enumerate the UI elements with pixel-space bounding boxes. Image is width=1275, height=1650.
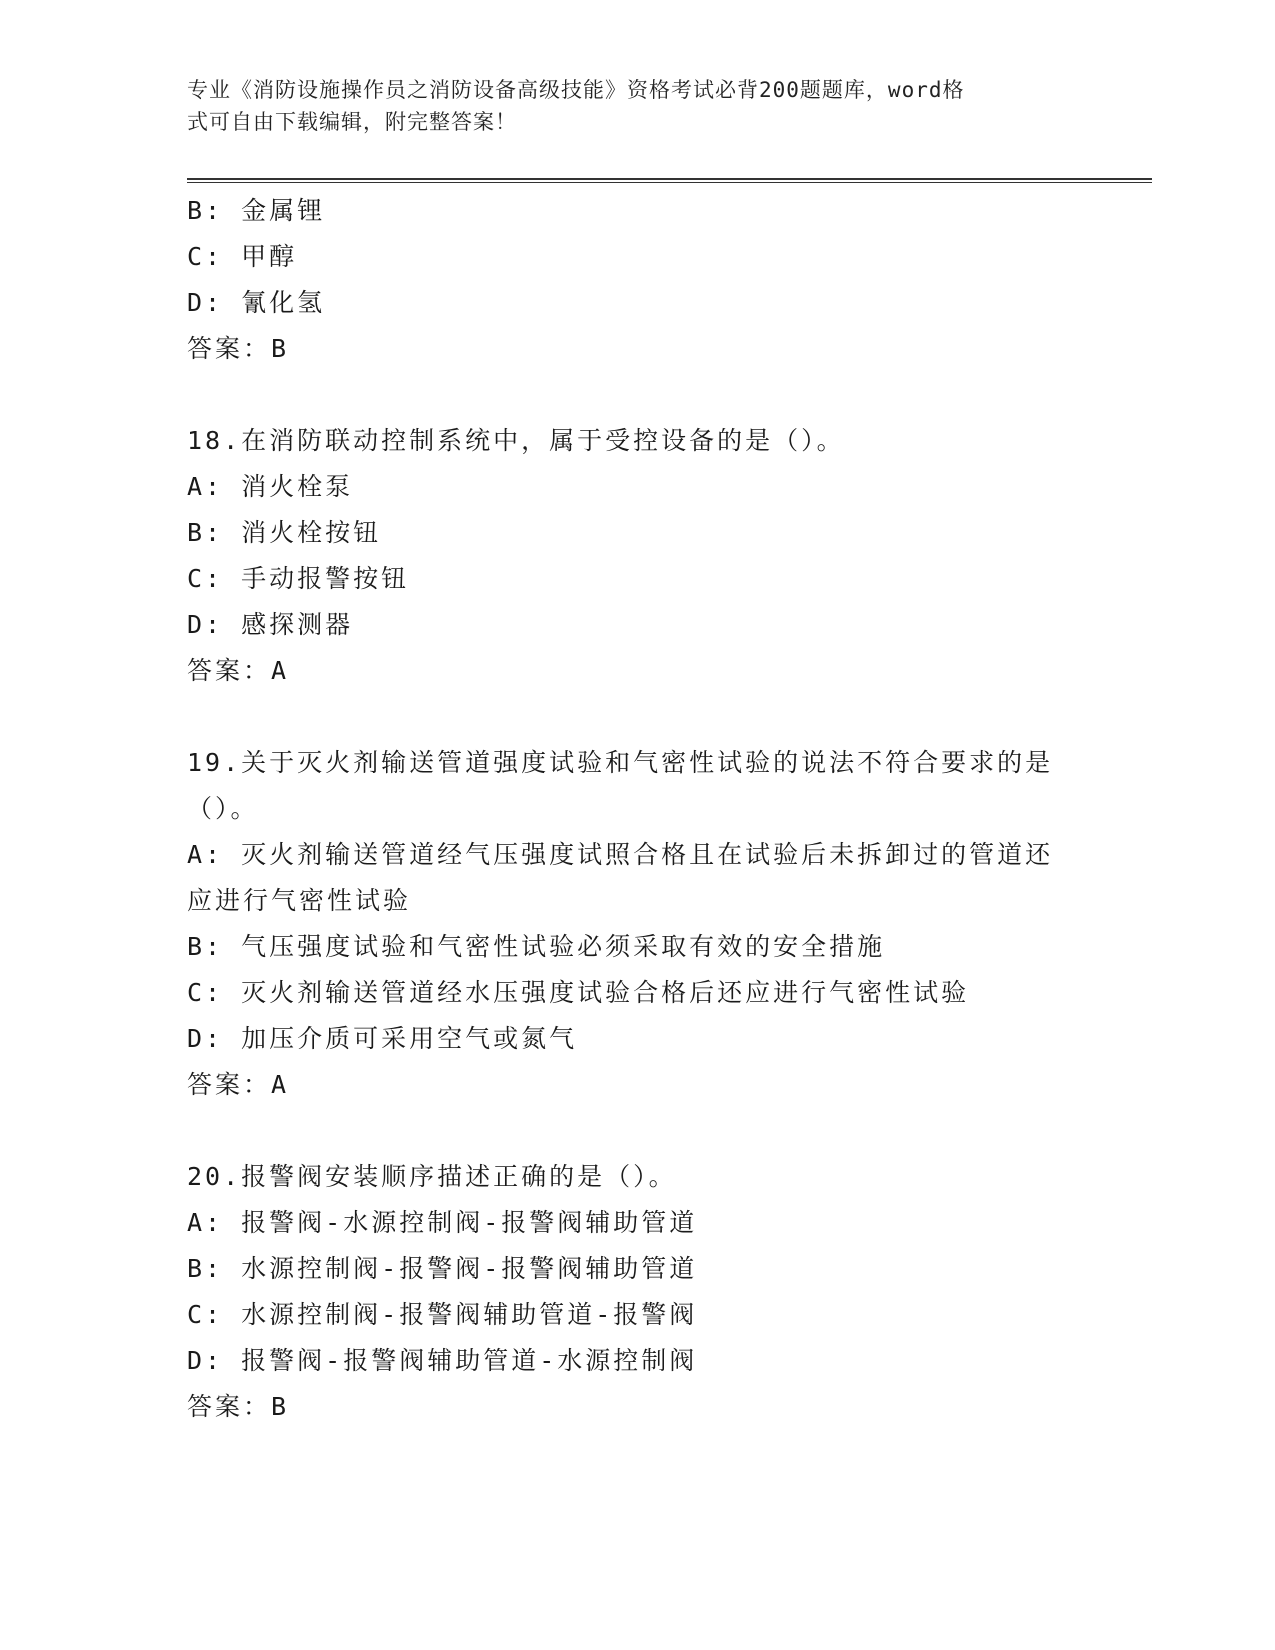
- option-d: D: 感探测器: [187, 610, 354, 639]
- document-header: [187, 74, 1067, 138]
- header-divider-thin: [187, 182, 1152, 183]
- header-line-2: 式可自由下载编辑，附完整答案！: [187, 110, 517, 134]
- option-c: C: 水源控制阀-报警阀辅助管道-报警阀: [187, 1300, 698, 1329]
- option-c: C: 手动报警按钮: [187, 564, 410, 593]
- spacer: [187, 1108, 1087, 1154]
- option-b: B: 水源控制阀-报警阀-报警阀辅助管道: [187, 1254, 698, 1283]
- option-c: C: 甲醇: [187, 242, 298, 271]
- question-19: [187, 740, 1087, 1108]
- option-a: A: 报警阀-水源控制阀-报警阀辅助管道: [187, 1208, 698, 1237]
- option-d: D: 加压介质可采用空气或氮气: [187, 1024, 578, 1053]
- question-stem-continued: （）。: [187, 794, 259, 823]
- header-divider-thick: [187, 178, 1152, 180]
- question-20: [187, 1154, 1087, 1430]
- option-c: C: 灭火剂输送管道经水压强度试验合格后还应进行气密性试验: [187, 978, 970, 1007]
- question-17-continued: [187, 188, 1087, 372]
- spacer: [187, 694, 1087, 740]
- answer-line: 答案：B: [187, 334, 290, 363]
- option-b: B: 消火栓按钮: [187, 518, 382, 547]
- option-a: A: 灭火剂输送管道经气压强度试照合格且在试验后未拆卸过的管道还: [187, 840, 1054, 869]
- option-b: B: 金属锂: [187, 196, 326, 225]
- question-stem: 18.在消防联动控制系统中，属于受控设备的是（）。: [187, 426, 845, 455]
- header-line-1: 专业《消防设施操作员之消防设备高级技能》资格考试必背200题题库，word格: [187, 78, 965, 102]
- question-list: [187, 188, 1087, 1430]
- option-a: A: 消火栓泵: [187, 472, 354, 501]
- option-a-continued: 应进行气密性试验: [187, 886, 412, 915]
- question-stem: 20.报警阀安装顺序描述正确的是（）。: [187, 1162, 677, 1191]
- option-b: B: 气压强度试验和气密性试验必须采取有效的安全措施: [187, 932, 886, 961]
- answer-line: 答案：A: [187, 656, 290, 685]
- answer-line: 答案：A: [187, 1070, 290, 1099]
- spacer: [187, 372, 1087, 418]
- question-18: [187, 418, 1087, 694]
- question-stem: 19.关于灭火剂输送管道强度试验和气密性试验的说法不符合要求的是: [187, 748, 1054, 777]
- option-d: D: 报警阀-报警阀辅助管道-水源控制阀: [187, 1346, 698, 1375]
- option-d: D: 氰化氢: [187, 288, 326, 317]
- answer-line: 答案：B: [187, 1392, 290, 1421]
